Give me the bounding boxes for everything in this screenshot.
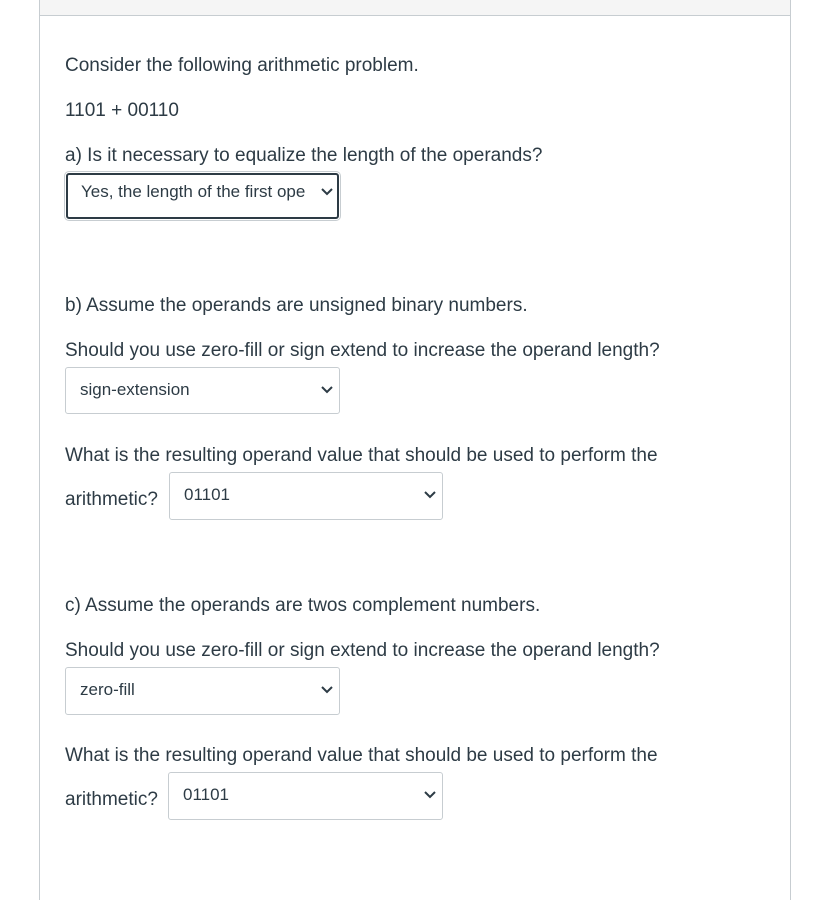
part-c-question: Should you use zero-fill or sign extend to increase the operand length? xyxy=(65,640,660,661)
part-a-select[interactable] xyxy=(66,173,339,219)
part-b-question: Should you use zero-fill or sign extend to increase the operand length? xyxy=(65,340,660,361)
part-b-result-question-line1: What is the resulting operand value that should be used to perform the xyxy=(65,445,658,466)
part-b-assumption: b) Assume the operands are unsigned binary numbers. xyxy=(65,295,528,316)
part-a-question: a) Is it necessary to equalize the length of the operands? xyxy=(65,145,543,166)
part-b-method-select[interactable] xyxy=(65,367,340,414)
part-a-selected-value: Yes, the length of the first ope xyxy=(81,182,306,201)
part-b-method-value: sign-extension xyxy=(80,380,190,399)
chevron-down-icon xyxy=(321,187,333,197)
part-c-value: 01101 xyxy=(183,785,230,804)
part-c-value-select[interactable] xyxy=(168,772,443,820)
part-b-result-question-line2: arithmetic? xyxy=(65,489,158,510)
chevron-down-icon xyxy=(321,685,333,695)
part-c-result-question-line1: What is the resulting operand value that should be used to perform the xyxy=(65,745,658,766)
intro-text: Consider the following arithmetic problem. xyxy=(65,55,419,76)
part-b-value: 01101 xyxy=(184,485,231,504)
part-c-method-value: zero-fill xyxy=(80,680,135,699)
chevron-down-icon xyxy=(321,385,333,395)
chevron-down-icon xyxy=(424,490,436,500)
part-c-method-select[interactable] xyxy=(65,667,340,715)
question-card-header xyxy=(40,0,790,16)
part-c-result-question-line2: arithmetic? xyxy=(65,789,158,810)
part-b-value-select[interactable] xyxy=(169,472,443,520)
problem-text: 1101 + 00110 xyxy=(65,100,179,121)
chevron-down-icon xyxy=(424,790,436,800)
part-c-assumption: c) Assume the operands are twos complement numbers. xyxy=(65,595,541,616)
